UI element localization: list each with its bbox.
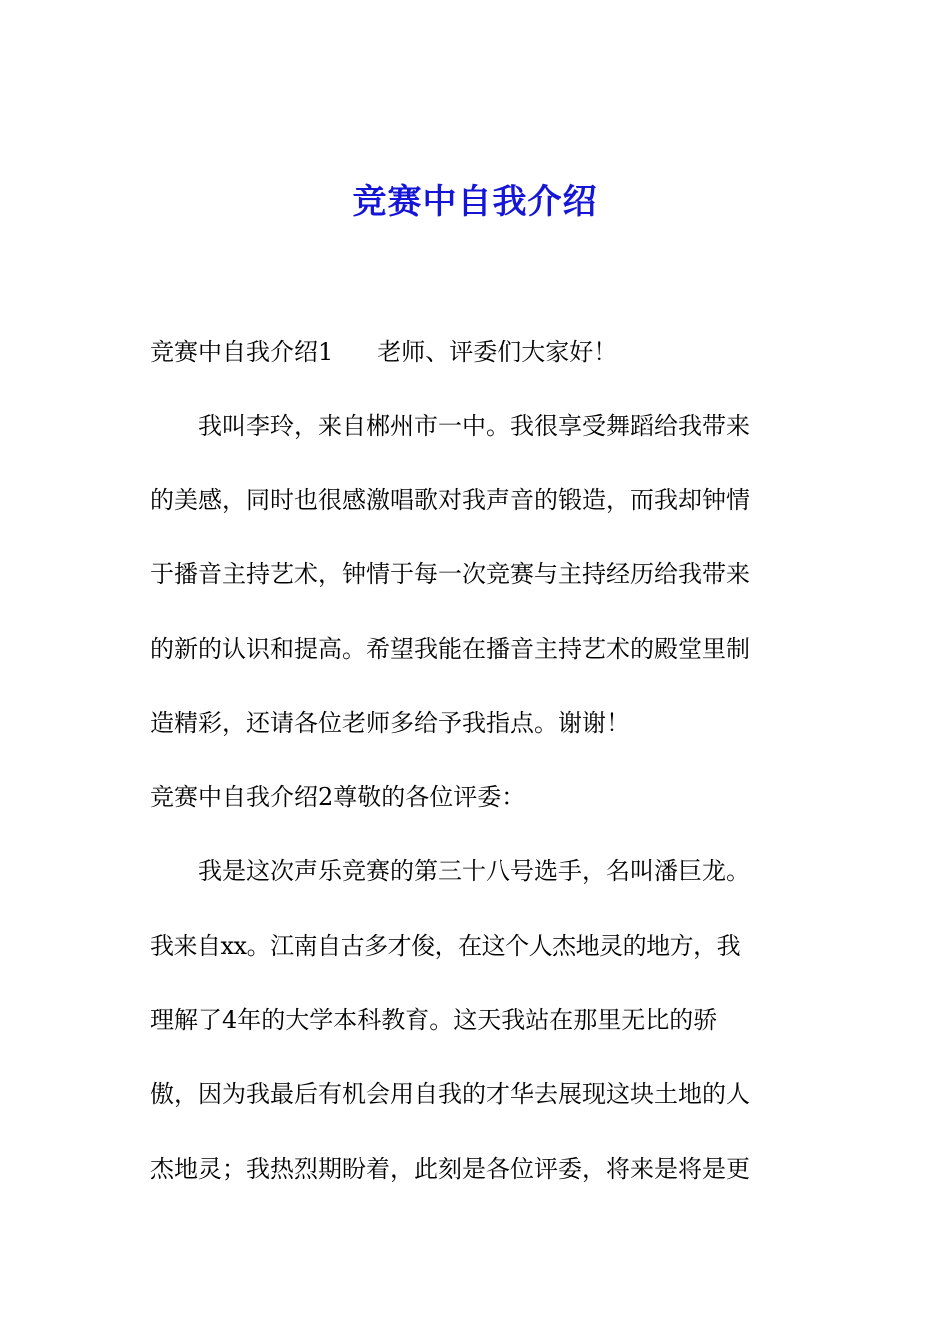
paragraph-line: 我来自xx。江南自古多才俊，在这个人杰地灵的地方，我: [150, 932, 741, 960]
paragraph-line: 的美感，同时也很感激唱歌对我声音的锻造，而我却钟情: [150, 486, 750, 514]
section1-heading-line: [150, 334, 617, 370]
section1-heading: 竞赛中自我介绍1: [150, 338, 334, 366]
paragraph-line: 杰地灵；我热烈期盼着，此刻是各位评委，将来是将是更: [150, 1155, 750, 1183]
paragraph-line: 于播音主持艺术，钟情于每一次竞赛与主持经历给我带来: [150, 560, 750, 588]
section1-greeting: 老师、评委们大家好！: [377, 338, 618, 366]
paragraph-line: 我叫李玲，来自郴州市一中。我很享受舞蹈给我带来: [198, 412, 750, 440]
paragraph-line: 理解了4年的大学本科教育。这天我站在那里无比的骄: [150, 1006, 718, 1034]
paragraph-line: 的新的认识和提高。希望我能在播音主持艺术的殿堂里制: [150, 635, 750, 663]
paragraph-line: 傲，因为我最后有机会用自我的才华去展现这块土地的人: [150, 1080, 750, 1108]
document-title: 竞赛中自我介绍: [352, 182, 598, 222]
paragraph-line: 我是这次声乐竞赛的第三十八号选手，名叫潘巨龙。: [198, 857, 750, 885]
section2-heading: 竞赛中自我介绍2尊敬的各位评委：: [150, 783, 526, 811]
paragraph-line: 造精彩，还请各位老师多给予我指点。谢谢！: [150, 709, 630, 737]
